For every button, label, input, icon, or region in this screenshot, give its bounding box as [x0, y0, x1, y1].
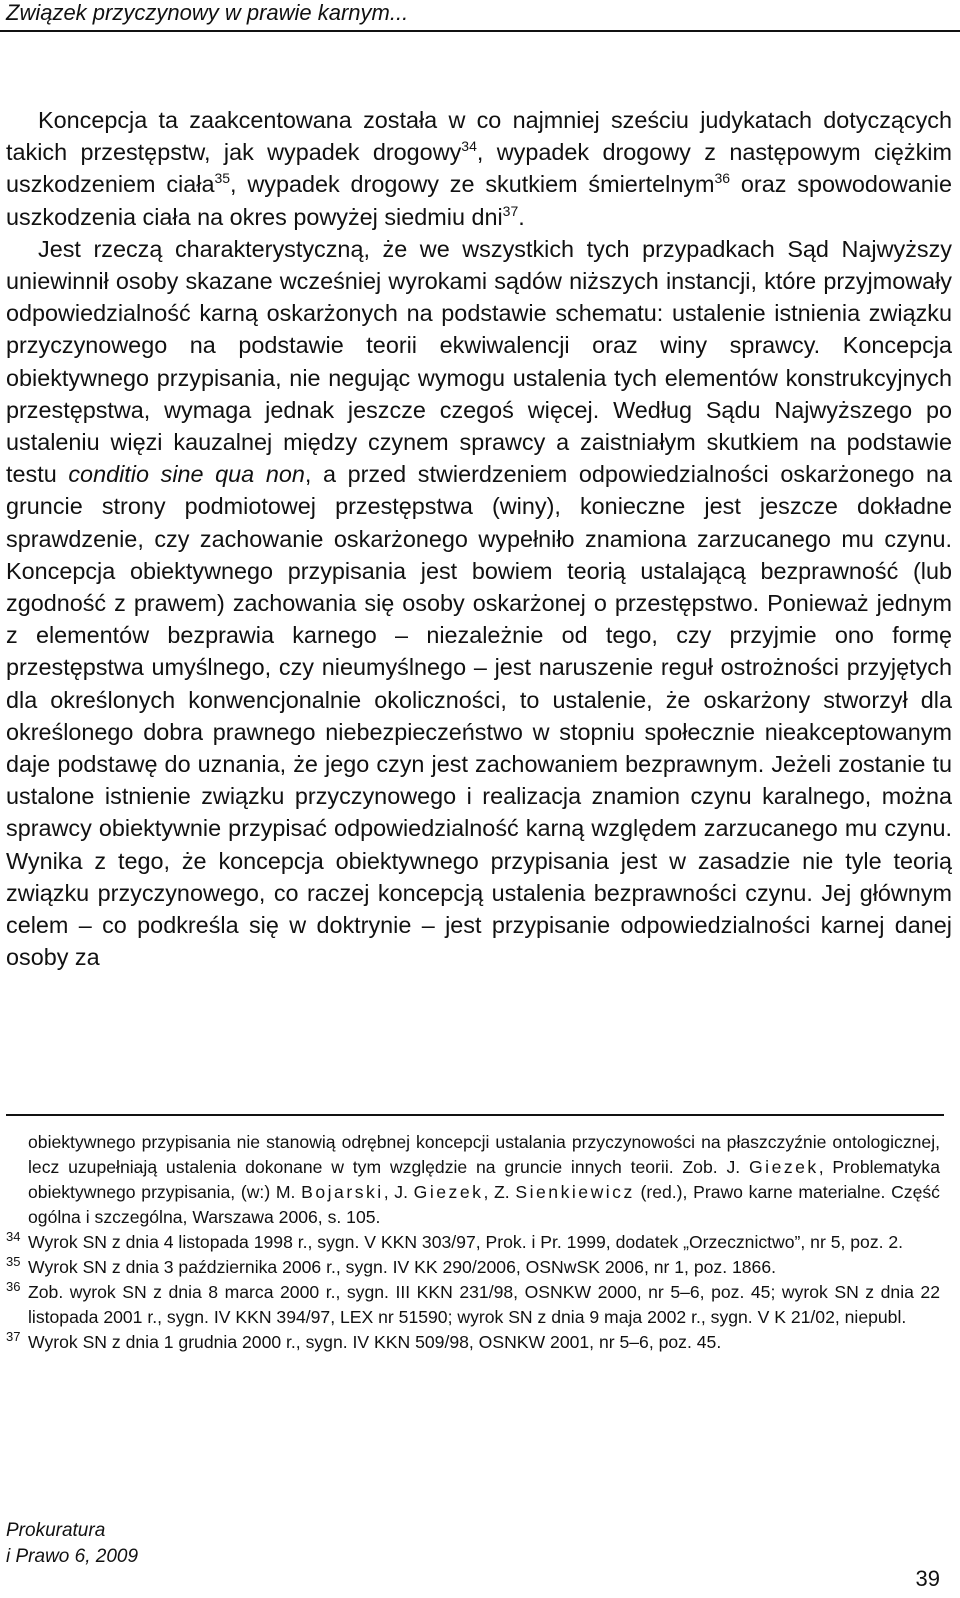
paragraph-text: Jest rzeczą charakterystyczną, że we wszystkich tych przypadkach Sąd Najwyższy uniewinnił osoby skazane wcześniej wyrokami sądów niższych instancji, które przyjmowały odpowiedzialność karną oskarżonych na podstawie schematu: ustalenie istnienia związku przyczynowego na podstawie teorii ekwiwalencji oraz winy sprawcy. Koncepcja obiektywnego przypisania, nie negując wymogu ustalenia tych elementów konstrukcyjnych przestępstwa, wymaga jednak jeszcze czegoś więcej. Według Sądu Najwyższego po ustaleniu więzi kauzalnej między czynem sprawcy a zaistniałym skutkiem na podstawie testu — [6, 235, 952, 488]
page-number: 39 — [915, 1566, 940, 1591]
paragraph-2 — [6, 233, 952, 974]
author-name: Giezek — [748, 1157, 819, 1177]
footnote-separator — [6, 1114, 944, 1116]
author-name: Giezek — [413, 1182, 484, 1202]
footnote-34 — [6, 1230, 940, 1255]
footnote-35 — [6, 1255, 940, 1280]
footnote-ref-36[interactable]: 36 — [714, 170, 731, 187]
paragraph-text: . — [518, 203, 525, 230]
paragraph-text: Koncepcja ta zaakcentowana została w co najmniej sześciu judykatach dotyczących takich przestępstw, jak wypadek drogowy — [6, 107, 952, 166]
footnote-text: , J. — [383, 1182, 414, 1202]
footnote-ref-34[interactable]: 34 — [461, 138, 477, 155]
footnote-text: obiektywnego przypisania nie stanowią odrębnej koncepcji ustalania przyczynowości na płaszczyźnie ontologicznej, lecz uzupełniają ustalenia dokonane w tym względzie na gruncie innych teorii. Zob. J. — [28, 1132, 940, 1177]
paragraph-text: , wypadek drogowy ze skutkiem śmiertelnym — [230, 171, 715, 198]
footnote-text: , Problematyka obiektywnego przypisania, (w:) M. — [28, 1157, 941, 1202]
main-text — [6, 104, 952, 973]
footnote-text: Wyrok SN z dnia 3 października 2006 r., sygn. IV KK 290/2006, OSNwSK 2006, nr 1, poz. 1866. — [28, 1257, 776, 1277]
latin-phrase: conditio sine qua non — [68, 461, 305, 488]
footnote-number: 34 — [6, 1229, 21, 1244]
footnote-text: Wyrok SN z dnia 1 grudnia 2000 r., sygn. IV KKN 509/98, OSNKW 2001, nr 5–6, poz. 45. — [28, 1332, 722, 1352]
footnote-text: (red.), Prawo karne materialne. Część ogólna i szczególna, Warszawa 2006, s. 105. — [28, 1182, 940, 1227]
footnote-continuation — [28, 1130, 940, 1230]
footnote-number: 35 — [6, 1254, 21, 1269]
footnote-37 — [6, 1330, 940, 1355]
footnote-text: Wyrok SN z dnia 4 listopada 1998 r., sygn. V KKN 303/97, Prok. i Pr. 1999, dodatek „Orzecznictwo”, nr 5, poz. 2. — [28, 1232, 904, 1252]
author-name: Sienkiewicz — [515, 1182, 635, 1202]
journal-title: Prokuratura — [6, 1520, 106, 1541]
footnote-text: Zob. wyrok SN z dnia 8 marca 2000 r., sygn. III KKN 231/98, OSNKW 2000, nr 5–6, poz. 45; wyrok SN z dnia 22 listopada 2001 r., sygn. IV KKN 394/97, LEX nr 51590; wyrok SN z dnia 9 maja 2002 r., sygn. V K 21/02, niepubl. — [28, 1282, 940, 1327]
footnote-number: 36 — [6, 1279, 21, 1294]
paragraph-text: , a przed stwierdzeniem odpowiedzialności oskarżonego na gruncie strony podmiotowej przestępstwa (winy), konieczne jest jeszcze dokładne sprawdzenie, czy zachowanie oskarżonego wypełniło znamiona zarzucanego mu czynu. Koncepcja obiektywnego przypisania jest bowiem teorią ustalającą bezprawność (lub zgodność z prawem) zachowania się osoby oskarżonej o przestępstwo. Ponieważ jednym z elementów bezprawia karnego – niezależnie od tego, czy przyjmie ono formę przestępstwa umyślnego, czy nieumyślnego – jest naruszenie reguł ostrożności przyjętych dla określonych konwencjonalnie okoliczności, to ustalenie, że oskarżony stworzył dla określonego dobra prawnego niebezpieczeństwo w stopniu społecznie nieakceptowanym daje podstawę do uznania, że jego czyn jest zachowaniem bezprawnym. Jeżeli zostanie tu ustalone istnienie związku przyczynowego i realizacja znamion czynu karalnego, można sprawcy obiektywnie przypisać odpowiedzialność karną względem zarzucanego mu czynu. Wynika z tego, że koncepcja obiektywnego przypisania jest w zasadzie nie tyle teorią związku przyczynowego, co raczej koncepcją ustalenia bezprawności czynu. Jej głównym celem – co podkreśla się w doktrynie – jest przypisanie odpowiedzialności karnej danej osoby za — [6, 461, 952, 971]
footnote-ref-37[interactable]: 37 — [502, 202, 519, 219]
author-name: Bojarski — [301, 1182, 384, 1202]
paragraph-text: , wypadek drogowy z następowym ciężkim uszkodzeniem ciała — [6, 139, 952, 198]
journal-name — [6, 1518, 138, 1570]
journal-issue: i Prawo 6, 2009 — [6, 1546, 139, 1567]
footnotes — [6, 1130, 940, 1355]
footnote-text: , Z. — [483, 1182, 516, 1202]
footnote-ref-35[interactable]: 35 — [214, 170, 231, 187]
paragraph-1 — [6, 104, 952, 233]
header-rule — [0, 30, 960, 32]
footnote-number: 37 — [6, 1329, 21, 1344]
paragraph-text: oraz spowodowanie uszkodzenia ciała na okres powyżej siedmiu dni — [6, 171, 953, 230]
footnote-36 — [6, 1280, 940, 1330]
running-header: Związek przyczynowy w prawie karnym... — [6, 0, 409, 25]
